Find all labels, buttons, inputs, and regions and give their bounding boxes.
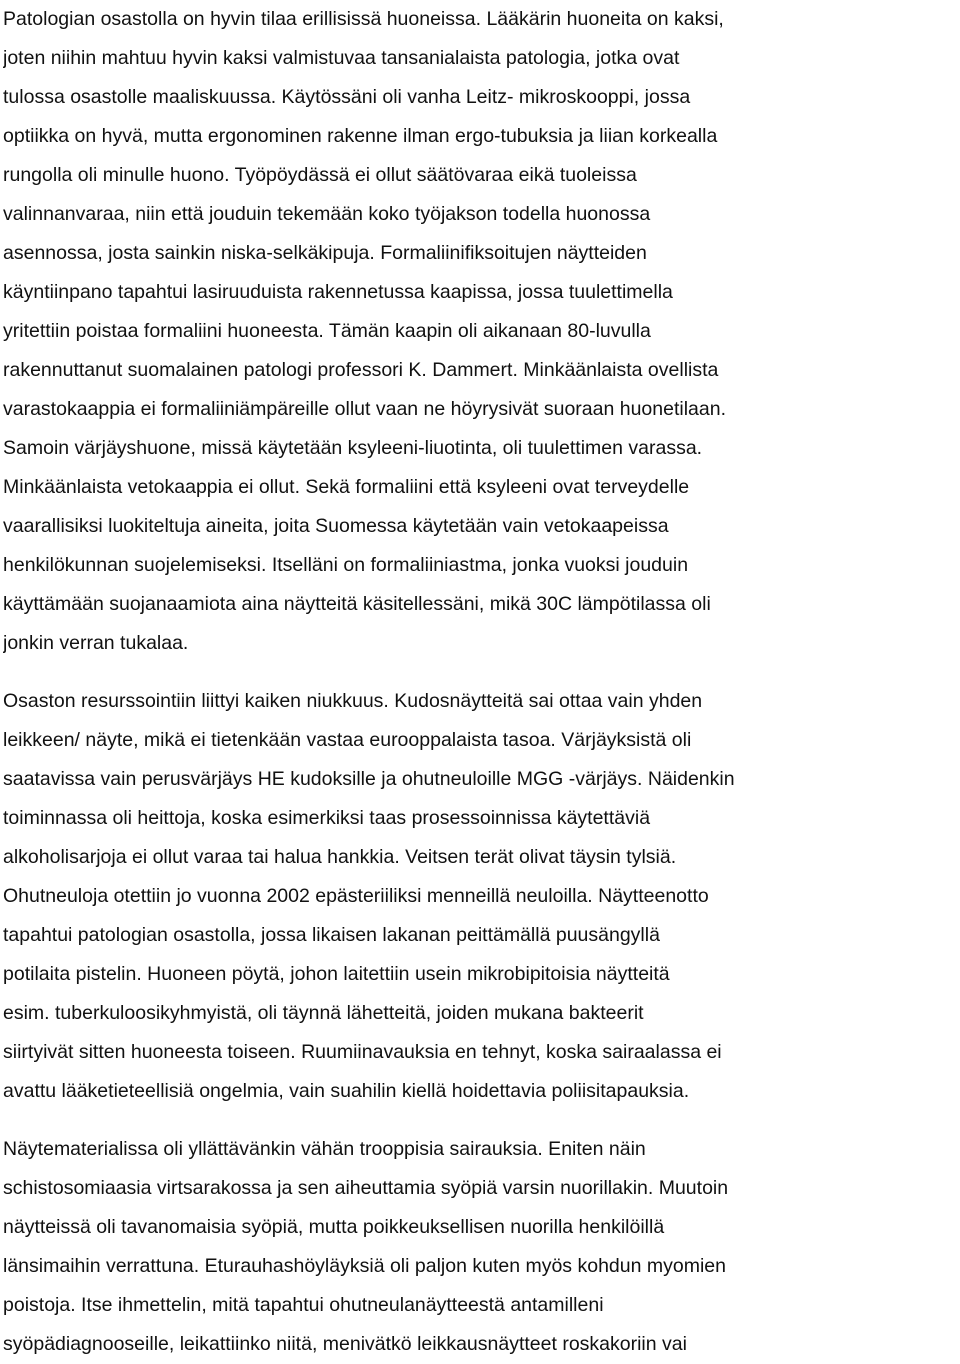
- text-line: syöpädiagnooseille, leikattiinko niitä, menivätkö leikkausnäytteet roskakoriin vai: [3, 1333, 687, 1355]
- text-line: rakennuttanut suomalainen patologi professori K. Dammert. Minkäänlaista ovellista: [3, 359, 719, 381]
- text-line: varastokaappia ei formaliiniämpäreille ollut vaan ne höyrysivät suoraan huonetilaan.: [3, 398, 727, 420]
- text-line: joten niihin mahtuu hyvin kaksi valmistuvaa tansanialaista patologia, jotka ovat: [3, 47, 680, 69]
- text-line: siirtyivät sitten huoneesta toiseen. Ruumiinavauksia en tehnyt, koska sairaalassa ei: [3, 1041, 722, 1063]
- text-line: Patologian osastolla on hyvin tilaa erillisissä huoneissa. Lääkärin huoneita on kaksi,: [3, 8, 724, 30]
- text-line: Minkäänlaista vetokaappia ei ollut. Sekä formaliini että ksyleeni ovat terveydelle: [3, 476, 690, 498]
- text-line: optiikka on hyvä, mutta ergonominen rakenne ilman ergo-tubuksia ja liian korkealla: [3, 125, 718, 147]
- text-line: saatavissa vain perusvärjäys HE kudoksille ja ohutneuloille MGG -värjäys. Näidenkin: [3, 768, 735, 790]
- text-line: leikkeen/ näyte, mikä ei tietenkään vastaa eurooppalaista tasoa. Värjäyksistä oli: [3, 729, 692, 751]
- paragraph-facilities: [3, 0, 957, 663]
- paragraph-sample-material: [3, 1130, 957, 1364]
- text-line: tulossa osastolle maaliskuussa. Käytössäni oli vanha Leitz- mikroskooppi, jossa: [3, 86, 691, 108]
- text-line: schistosomiaasia virtsarakossa ja sen aiheuttamia syöpiä varsin nuorillakin. Muutoin: [3, 1177, 729, 1199]
- text-line: esim. tuberkuloosikyhmyistä, oli täynnä lähetteitä, joiden mukana bakteerit: [3, 1002, 644, 1024]
- text-line: rungolla oli minulle huono. Työpöydässä ei ollut säätövaraa eikä tuoleissa: [3, 164, 637, 186]
- text-line: Näytematerialissa oli yllättävänkin vähän trooppisia sairauksia. Eniten näin: [3, 1138, 646, 1160]
- text-line: Osaston resurssointiin liittyi kaiken niukkuus. Kudosnäytteitä sai ottaa vain yhden: [3, 690, 703, 712]
- text-line: asennossa, josta sainkin niska-selkäkipuja. Formaliinifiksoitujen näytteiden: [3, 242, 647, 264]
- document-page: [3, 0, 957, 1364]
- paragraph-spacing: [3, 663, 957, 682]
- text-line: yritettiin poistaa formaliini huoneesta. Tämän kaapin oli aikanaan 80-luvulla: [3, 320, 651, 342]
- text-line: alkoholisarjoja ei ollut varaa tai halua hankkia. Veitsen terät olivat täysin tylsiä.: [3, 846, 677, 868]
- text-line: henkilökunnan suojelemiseksi. Itselläni on formaliiniastma, jonka vuoksi jouduin: [3, 554, 689, 576]
- text-line: avattu lääketieteellisiä ongelmia, vain suahilin kiellä hoidettavia poliisitapauksia.: [3, 1080, 690, 1102]
- text-line: tapahtui patologian osastolla, jossa likaisen lakanan peittämällä puusängyllä: [3, 924, 660, 946]
- text-line: länsimaihin verrattuna. Eturauhashöyläyksiä oli paljon kuten myös kohdun myomien: [3, 1255, 726, 1277]
- text-line: poistoja. Itse ihmettelin, mitä tapahtui ohutneulanäytteestä antamilleni: [3, 1294, 604, 1316]
- text-line: valinnanvaraa, niin että jouduin tekemään koko työjakson todella huonossa: [3, 203, 651, 225]
- paragraph-resources: [3, 682, 957, 1111]
- text-line: käyttämään suojanaamiota aina näytteitä käsitellessäni, mikä 30C lämpötilassa oli: [3, 593, 711, 615]
- text-line: Ohutneuloja otettiin jo vuonna 2002 epästeriiliksi menneillä neuloilla. Näytteenotto: [3, 885, 709, 907]
- text-line: näytteissä oli tavanomaisia syöpiä, mutta poikkeuksellisen nuorilla henkilöillä: [3, 1216, 665, 1238]
- text-line: toiminnassa oli heittoja, koska esimerkiksi taas prosessoinnissa käytettäviä: [3, 807, 651, 829]
- text-line: vaarallisiksi luokiteltuja aineita, joita Suomessa käytetään vain vetokaapeissa: [3, 515, 669, 537]
- text-line: jonkin verran tukalaa.: [3, 632, 189, 654]
- text-line: Samoin värjäyshuone, missä käytetään ksyleeni-liuotinta, oli tuulettimen varassa.: [3, 437, 703, 459]
- paragraph-spacing: [3, 1111, 957, 1130]
- text-line: potilaita pistelin. Huoneen pöytä, johon laitettiin usein mikrobipitoisia näytteitä: [3, 963, 670, 985]
- text-line: käyntiinpano tapahtui lasiruuduista rakennetussa kaapissa, jossa tuulettimella: [3, 281, 673, 303]
